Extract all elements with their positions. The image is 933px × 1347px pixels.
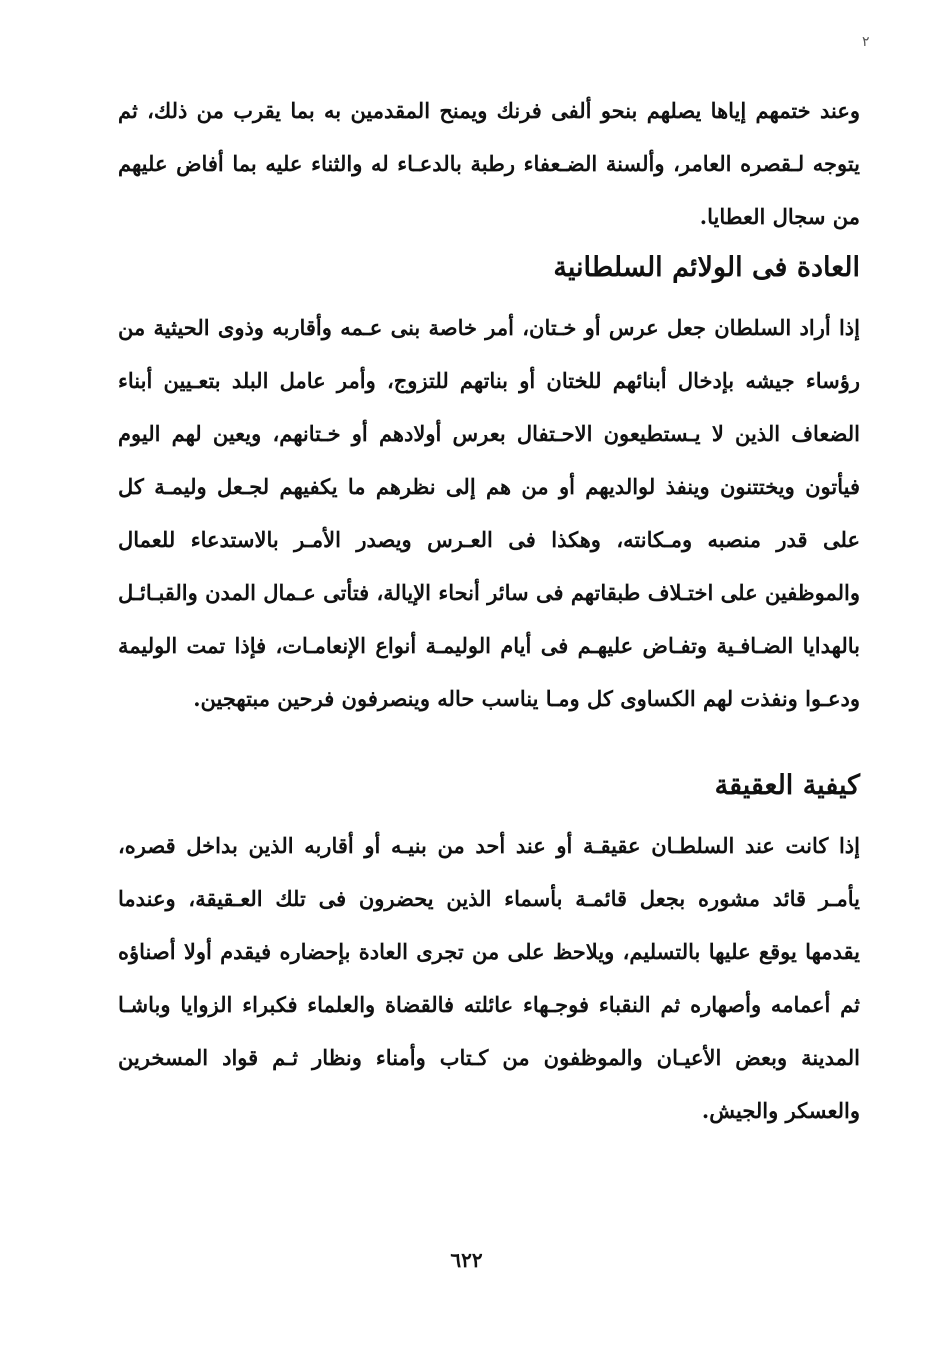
paragraph-1: وعند ختمهم إياها يصلهم بنحو ألفى فرنك ويمنح المقدمين به بما يقرب من ذلك، ثم يتوجه لـقصره العامر، وألسنة الضـعفاء رطبة بالدعـاء له والثناء عليه بما أفاض عليهم من سجال العطايا. bbox=[118, 98, 860, 229]
paragraph-2: إذا أراد السلطان جعل عرس أو خـتان، أمر خاصة بنى عـمه وأقاربه وذوى الحيثية من رؤساء جيشه بإدخال أبنائهم للختان أو بناتهم للتزوج، وأمر عامل البلد بتعـيين أبناء الضعاف الذين لا يـستطيعون الاحـتفال بعرس أولادهم أو خـتانهم، ويعين لهم اليوم فيأتون ويختتنون وينفذ لوالديهم أو من هم إلى نظرهم ما يكفيهم لجـعل وليمـة كل على قدر منصبه ومـكانته، وهكذا فى العـرس ويصدر الأمـر بالاستدعاء للعمال والموظفين على اختـلاف طبقاتهم فى سائر أنحاء الإيالة، فتأتى عـمال المدن والقبـائـل بالهدايا الضـافـية وتفـاض عليهـم فى أيام الوليمـة أنواع الإنعامـات، فإذا تمت الوليمة ودعـوا ونفذت لهم الكساوى كل ومـا يناسب حاله وينصرفون فرحين مبتهجين. bbox=[118, 315, 860, 711]
paragraph-2-block bbox=[118, 301, 860, 725]
paragraph-3-block bbox=[118, 819, 860, 1137]
paragraph-1-block bbox=[118, 84, 860, 243]
paragraph-3: إذا كانت عند السلطـان عقيقـة أو عند أحد من بنيـه أو أقاربه الذين بداخل قصره، يأمـر قائد مشوره بجعل قائمـة بأسماء الذين يحضرون فى تلك العـقيقة، وعندما يقدمها يوقع عليها بالتسليم، ويلاحظ على من تجرى العادة بإحضاره فيقدم أولا أصناؤه ثم أعمامه وأصهاره ثم النقباء فوجـهاء عائلته فالقضاة والعلماء فكبراء الزوايا وباشـا المدينة وبعض الأعيـان والموظفون من كـتاب وأمناء ونظار ثـم قواد المسخرين والعسكر والجيش. bbox=[118, 833, 860, 1123]
heading-royal-banquets: العادة فى الولائم السلطانية bbox=[553, 252, 860, 283]
page-number: ٦٢٢ bbox=[450, 1248, 483, 1272]
heading-aqiqa: كيفية العقيقة bbox=[714, 770, 860, 801]
corner-mark: ٢ bbox=[862, 34, 870, 50]
